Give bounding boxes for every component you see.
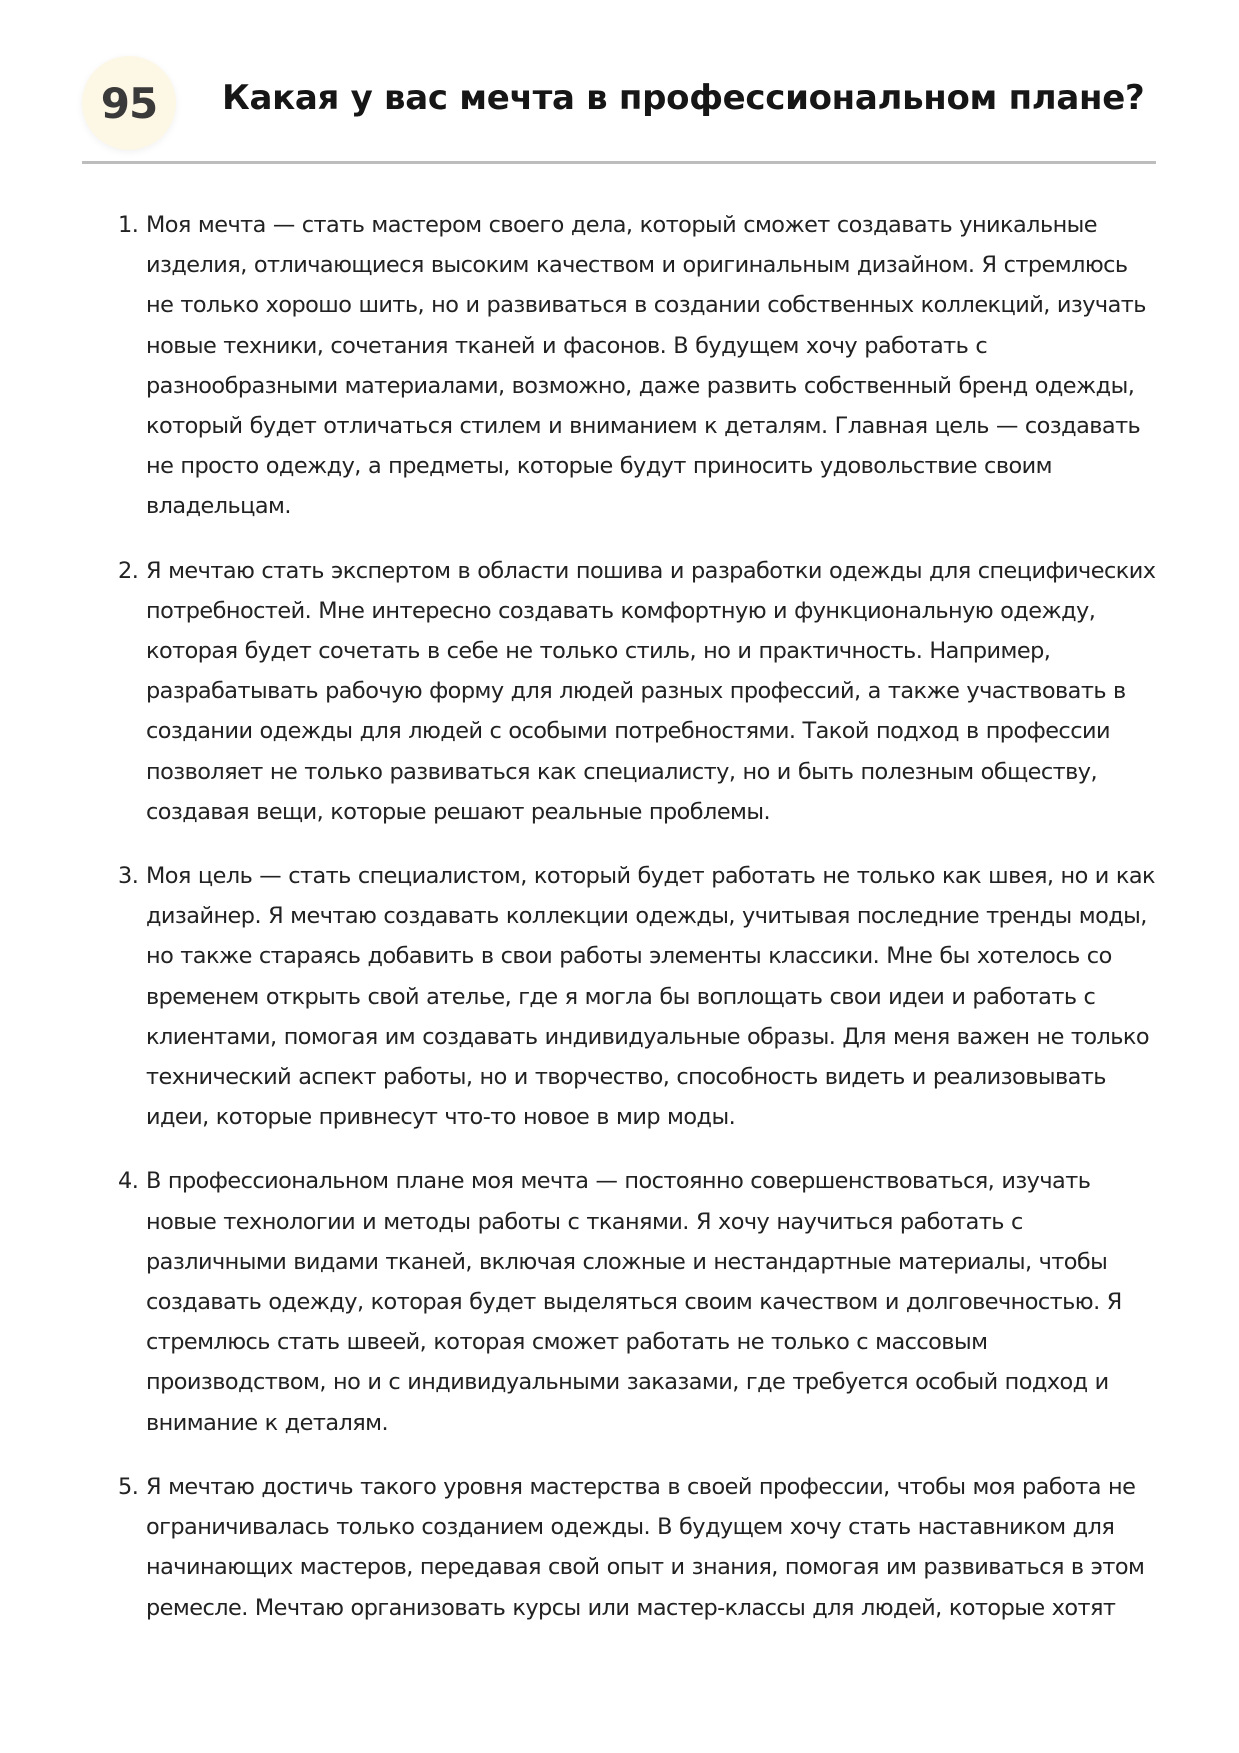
- answer-text: В профессиональном плане моя мечта — постоянно совершенствоваться, изучать новые технологии и методы работы с тканями. Я хочу научиться работать с различными видами тканей, включая сложные и нестандартные материалы, чтобы создавать одежду, которая будет выделяться своим качеством и долговечностью. Я стремлюсь стать швеей, которая сможет работать не только с массовым производством, но и с индивидуальными заказами, где требуется особый подход и внимание к деталям.: [146, 1168, 1122, 1436]
- header-divider: [82, 161, 1156, 164]
- answer-item-3: [118, 856, 1158, 1137]
- answer-text: Моя мечта — стать мастером своего дела, который сможет создавать уникальные изделия, отличающиеся высоким качеством и оригинальным дизайном. Я стремлюсь не только хорошо шить, но и развиваться в создании собственных коллекций, изучать новые техники, сочетания тканей и фасонов. В будущем хочу работать с разнообразными материалами, возможно, даже развить собственный бренд одежды, который будет отличаться стилем и вниманием к деталям. Главная цель — создавать не просто одежду, а предметы, которые будут приносить удовольствие своим владельцам.: [146, 212, 1146, 520]
- answer-text: Я мечтаю стать экспертом в области пошива и разработки одежды для специфических потребностей. Мне интересно создавать комфортную и функциональную одежду, которая будет сочетать в себе не только стиль, но и практичность. Например, разрабатывать рабочую форму для людей разных профессий, а также участвовать в создании одежды для людей с особыми потребностями. Такой подход в профессии позволяет не только развиваться как специалисту, но и быть полезным обществу, создавая вещи, которые решают реальные проблемы.: [146, 557, 1156, 825]
- answer-text: Моя цель — стать специалистом, который будет работать не только как швея, но и как дизайнер. Я мечтаю создавать коллекции одежды, учитывая последние тренды моды, но также стараясь добавить в свои работы элементы классики. Мне бы хотелось со временем открыть свой ателье, где я могла бы воплощать свои идеи и работать с клиентами, помогая им создавать индивидуальные образы. Для меня важен не только технический аспект работы, но и творчество, способность видеть и реализовывать идеи, которые привнесут что-то новое в мир моды.: [146, 863, 1155, 1131]
- answer-number: 1.: [118, 212, 139, 238]
- answer-number: 4.: [118, 1168, 139, 1195]
- answer-number: 5.: [118, 1473, 139, 1500]
- question-header: [82, 52, 1156, 162]
- question-number-badge: 95: [82, 56, 176, 150]
- answer-item-1: [118, 205, 1158, 527]
- answer-item-5: [118, 1467, 1158, 1628]
- answer-number: 3.: [118, 863, 139, 890]
- answer-item-2: [118, 551, 1158, 832]
- question-title: Какая у вас мечта в профессиональном плане?: [222, 78, 1145, 118]
- answers-list: [118, 205, 1158, 1652]
- answer-item-4: [118, 1161, 1158, 1442]
- answer-number: 2.: [118, 557, 139, 584]
- answer-text: Я мечтаю достичь такого уровня мастерства в своей профессии, чтобы моя работа не ограничивалась только созданием одежды. В будущем хочу стать наставником для начинающих мастеров, передавая свой опыт и знания, помогая им развиваться в этом ремесле. Мечтаю организовать курсы или мастер-классы для людей, которые хотят: [146, 1473, 1145, 1621]
